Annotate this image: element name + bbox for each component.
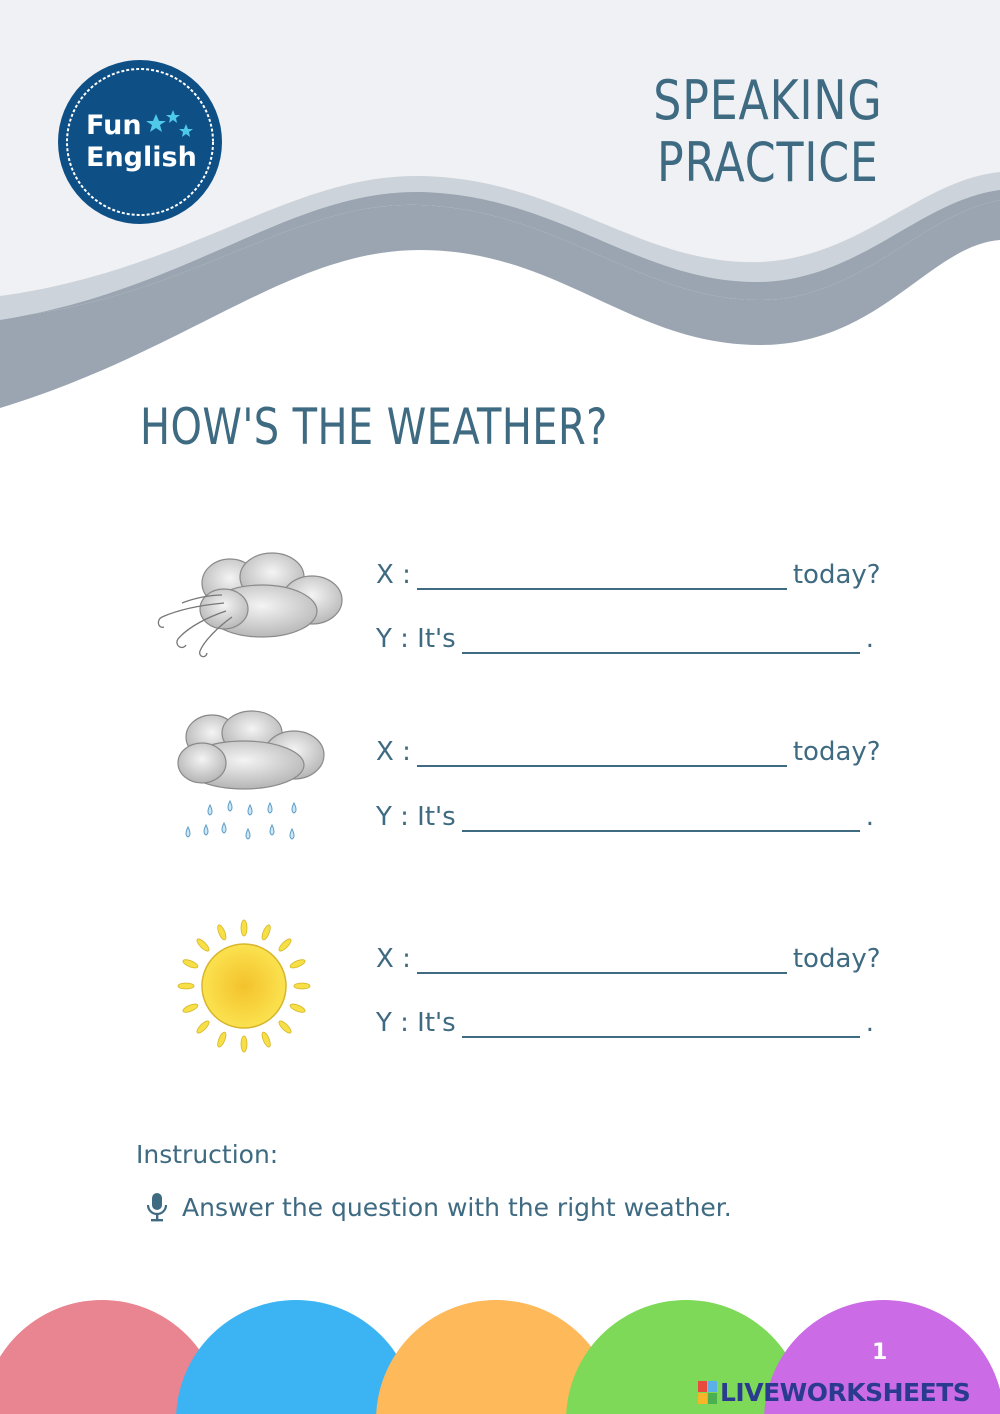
answer-suffix: . xyxy=(865,624,874,654)
instruction-label: Instruction: xyxy=(136,1140,279,1169)
sun-ray xyxy=(241,1036,247,1052)
sun-icon xyxy=(176,918,312,1054)
microphone-icon xyxy=(146,1192,168,1222)
brand-name: LIVEWORKSHEETS xyxy=(720,1378,971,1407)
question-blank[interactable] xyxy=(417,743,787,767)
instruction-item xyxy=(146,1192,732,1222)
sun-ray xyxy=(195,937,211,953)
answer-suffix: . xyxy=(865,802,874,832)
sun-ray xyxy=(260,924,272,941)
answer-blank[interactable] xyxy=(462,1014,860,1038)
exercise-1-question xyxy=(376,560,881,590)
page-title: HOW'S THE WEATHER? xyxy=(140,398,608,456)
answer-blank[interactable] xyxy=(462,808,860,832)
exercise-3-answer xyxy=(376,1008,874,1038)
sun-ray xyxy=(277,937,293,953)
rain-cloud-icon xyxy=(172,705,332,855)
page-number: 1 xyxy=(872,1340,888,1365)
answer-prefix: Y : It's xyxy=(376,1008,456,1038)
exercise-2-question xyxy=(376,737,881,767)
question-suffix: today? xyxy=(792,944,881,974)
liveworksheets-logo xyxy=(698,1378,970,1407)
answer-blank[interactable] xyxy=(462,630,860,654)
exercise-1-answer xyxy=(376,624,874,654)
logo-text-line2: English xyxy=(86,142,197,173)
sun-ray xyxy=(216,1031,228,1048)
header-title-line2: PRACTICE xyxy=(656,131,879,194)
sun-ray xyxy=(195,1019,211,1035)
sun-ray xyxy=(289,958,306,970)
brand-blocks-icon xyxy=(698,1381,717,1404)
windy-cloud-icon xyxy=(152,545,347,663)
sun-ray xyxy=(241,920,247,936)
exercise-3-question xyxy=(376,944,881,974)
answer-prefix: Y : It's xyxy=(376,802,456,832)
question-prefix: X : xyxy=(376,944,411,974)
question-prefix: X : xyxy=(376,560,411,590)
sun-ray xyxy=(182,958,199,970)
sun-ray xyxy=(289,1002,306,1014)
question-suffix: today? xyxy=(792,560,881,590)
sun-ray xyxy=(182,1002,199,1014)
instruction-text: Answer the question with the right weather. xyxy=(182,1192,732,1222)
header-title xyxy=(653,70,882,194)
sun-ray xyxy=(260,1031,272,1048)
sun-ray xyxy=(294,983,310,989)
logo-text-line1: Fun xyxy=(86,110,142,141)
exercise-2-answer xyxy=(376,802,874,832)
fun-english-logo xyxy=(56,58,224,226)
sun-ray xyxy=(216,924,228,941)
question-blank[interactable] xyxy=(417,566,787,590)
question-blank[interactable] xyxy=(417,950,787,974)
answer-suffix: . xyxy=(865,1008,874,1038)
question-suffix: today? xyxy=(792,737,881,767)
answer-prefix: Y : It's xyxy=(376,624,456,654)
sun-ray xyxy=(178,983,194,989)
header-title-line1: SPEAKING xyxy=(652,69,882,132)
sun-ray xyxy=(277,1019,293,1035)
question-prefix: X : xyxy=(376,737,411,767)
